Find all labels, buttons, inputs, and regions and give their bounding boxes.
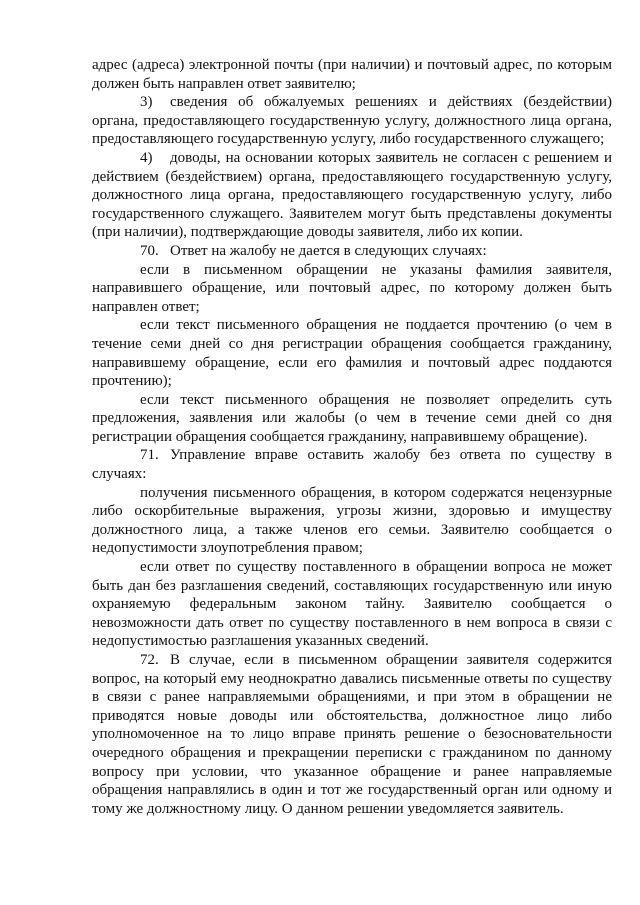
paragraph-text: Ответ на жалобу не дается в следующих случаях: [170,242,487,259]
paragraph-state-secret [92,558,612,651]
clause-number: 4) [140,149,153,166]
paragraph-address-continuation [92,56,612,93]
paragraph-obscene-expressions [92,484,612,558]
paragraph-text: получения письменного обращения, в котором содержатся нецензурные либо оскорбительные выражения, угрозы жизни, здоровью и имуществу должностного лица, а также членов его семьи. Заявителю сообщается о недопустимости злоупотребления правом; [92,484,612,557]
paragraph-text: если текст письменного обращения не позволяет определить суть предложения, заявления или жалобы (о чем в течение семи дней со дня регистрации обращения сообщается гражданину, направившему обращение). [92,391,612,445]
paragraph-text: если в письменном обращении не указаны фамилия заявителя, направившего обращение, или почтовый адрес, по которому должен быть направлен ответ; [92,261,612,315]
paragraph-text: Управление вправе оставить жалобу без ответа по существу в случаях: [92,447,612,483]
paragraph-text: если текст письменного обращения не поддается прочтению (о чем в течение семи дней со дня регистрации обращения сообщается гражданину, направившему обращение, если его фамилия и почтовый адрес поддаются прочтению); [92,317,612,390]
clause-number: 3) [140,94,153,111]
clause-4 [92,149,612,242]
clause-72 [92,651,612,818]
clause-70 [92,242,612,261]
clause-number: 72. [140,652,159,668]
paragraph-unreadable-text [92,316,612,390]
document-page [92,56,612,818]
paragraph-text: В случае, если в письменном обращении заявителя содержится вопрос, на который ему неоднократно давались письменные ответы по существу в связи с ранее направляемыми обращениями, и при этом в обращении не приводятся новые доводы или обстоятельства, должностное лицо либо уполномоченное на то лицо вправе принять решение о безосновательности очередного обращения и прекращении переписки с гражданином по данному вопросу при условии, что указанное обращение и ранее направляемые обращения направлялись в один и тот же государственный орган или одному и тому же должностному лицу. О данном решении уведомляется заявитель. [92,652,612,817]
paragraph-text: сведения об обжалуемых решениях и действиях (бездействии) органа, предоставляющего государственную услугу, должностного лица органа, предоставляющего государственную услугу, либо государственного служащего; [92,94,612,148]
paragraph-text: доводы, на основании которых заявитель не согласен с решением и действием (бездействием) органа, предоставляющего государственную услугу, должностного лица органа, предоставляющего государственную услугу, либо государственного служащего. Заявителем могут быть представлены документы (при наличии), подтверждающие доводы заявителя, либо их копии. [92,149,612,241]
paragraph-text: адрес (адреса) электронной почты (при наличии) и почтовый адрес, по которым должен быть направлен ответ заявителю; [92,57,612,92]
paragraph-undeterminable-essence [92,391,612,447]
paragraph-no-name-or-address [92,261,612,317]
clause-71 [92,446,612,483]
paragraph-text: если ответ по существу поставленного в обращении вопроса не может быть дан без разглашения сведений, составляющих государственную или иную охраняемую федеральным законом тайну. Заявителю сообщается о невозможности дать ответ по существу поставленного в нем вопроса в связи с недопустимостью разглашения указанных сведений. [92,559,612,650]
clause-3 [92,93,612,149]
clause-number: 71. [140,447,159,464]
clause-number: 70. [140,242,159,259]
